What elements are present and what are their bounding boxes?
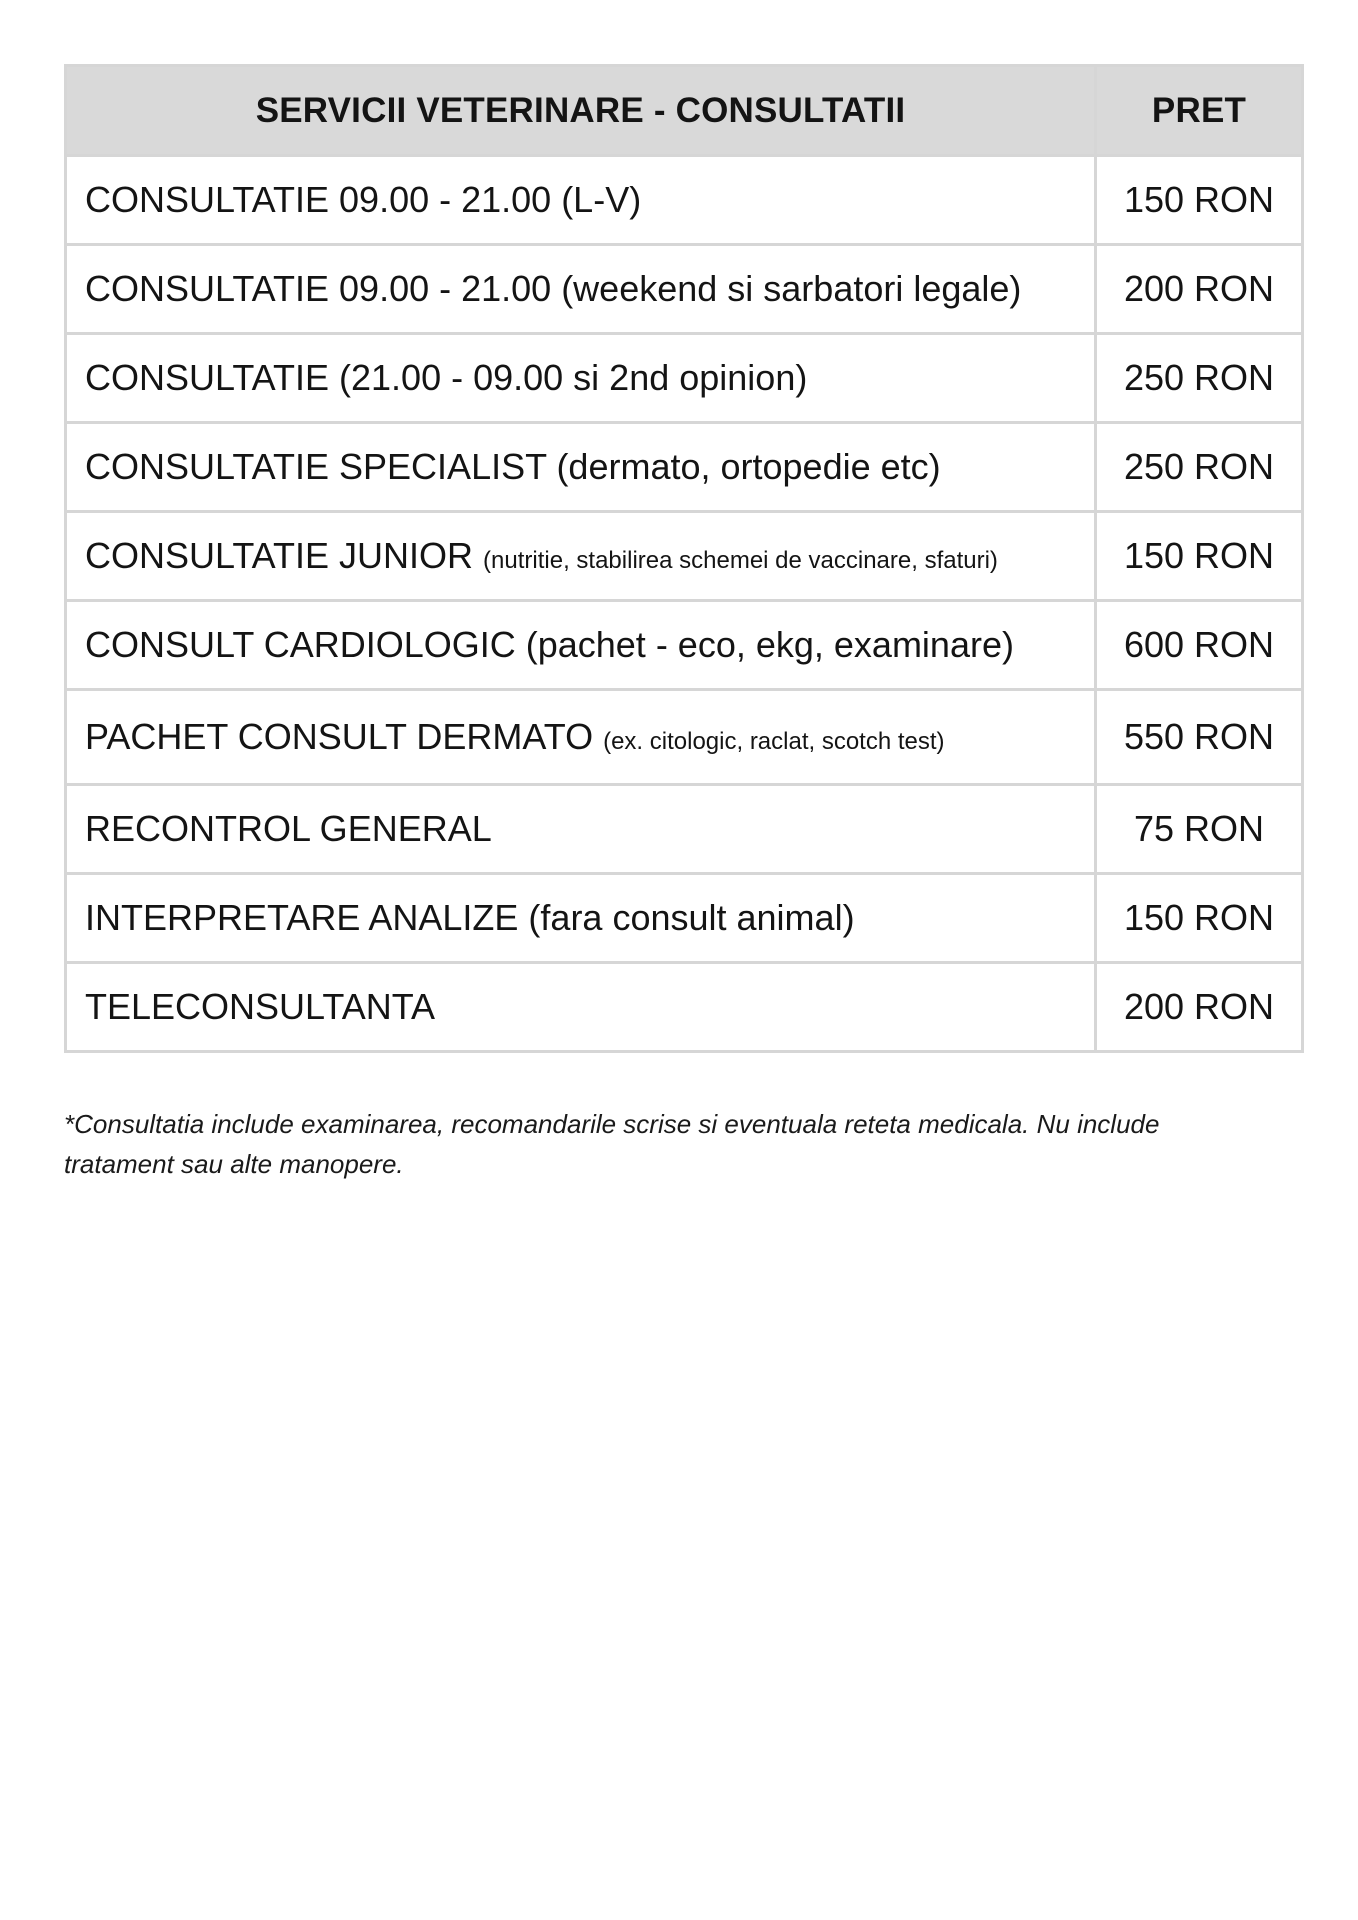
service-price: 150 RON [1096,874,1303,963]
service-name [66,512,1096,601]
table-row [66,601,1303,690]
service-price: 75 RON [1096,785,1303,874]
service-name [66,156,1096,245]
table-row [66,156,1303,245]
service-name [66,963,1096,1052]
service-label: RECONTROL GENERAL [85,808,492,849]
service-label: CONSULTATIE (21.00 - 09.00 si 2nd opinion) [85,357,808,398]
service-name [66,334,1096,423]
service-price: 200 RON [1096,245,1303,334]
service-note: (ex. citologic, raclat, scotch test) [603,728,945,755]
service-label: CONSULTATIE JUNIOR [85,535,474,576]
service-note: (nutritie, stabilirea schemei de vaccinare, sfaturi) [483,547,998,574]
service-price: 550 RON [1096,690,1303,785]
table-row [66,690,1303,785]
service-price: 600 RON [1096,601,1303,690]
table-row [66,423,1303,512]
table-row [66,512,1303,601]
service-price: 150 RON [1096,512,1303,601]
service-label: CONSULTATIE 09.00 - 21.00 (L-V) [85,179,642,220]
service-label: CONSULTATIE 09.00 - 21.00 (weekend si sarbatori legale) [85,268,1022,309]
service-name [66,785,1096,874]
service-name [66,423,1096,512]
service-name [66,601,1096,690]
service-name [66,690,1096,785]
service-column-header: SERVICII VETERINARE - CONSULTATII [66,66,1096,156]
service-name [66,245,1096,334]
price-column-header: PRET [1096,66,1303,156]
price-table [64,64,1304,1053]
service-name [66,874,1096,963]
service-label: PACHET CONSULT DERMATO [85,716,594,757]
service-label: INTERPRETARE ANALIZE (fara consult animal) [85,897,855,938]
service-price: 250 RON [1096,334,1303,423]
table-row [66,334,1303,423]
service-label: CONSULT CARDIOLOGIC (pachet - eco, ekg, examinare) [85,624,1014,665]
table-row [66,874,1303,963]
table-header-row [66,66,1303,156]
service-label: TELECONSULTANTA [85,986,436,1027]
service-price: 200 RON [1096,963,1303,1052]
table-row [66,245,1303,334]
service-price: 250 RON [1096,423,1303,512]
service-price: 150 RON [1096,156,1303,245]
service-label: CONSULTATIE SPECIALIST (dermato, ortopedie etc) [85,446,941,487]
footnote: *Consultatia include examinarea, recomandarile scrise si eventuala reteta medicala. Nu include tratament sau alte manopere. [64,1109,1160,1179]
table-row [66,785,1303,874]
table-row [66,963,1303,1052]
